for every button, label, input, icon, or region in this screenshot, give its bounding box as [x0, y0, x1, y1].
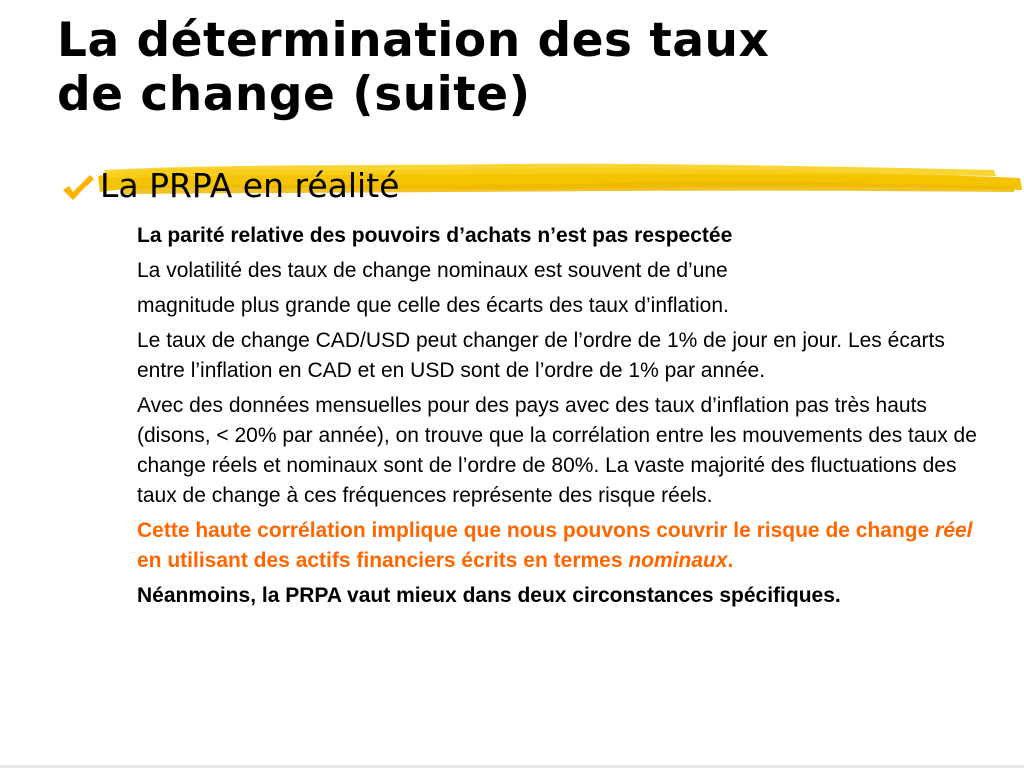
- correlation-text-1: Cette haute corrélation implique que nous pouvons couvrir le risque de change: [137, 519, 936, 542]
- paragraph-volatility-cont: [137, 291, 987, 321]
- slide-body: [137, 221, 987, 616]
- slide-title: [57, 14, 769, 122]
- paragraph-parity-not-respected: La parité relative des pouvoirs d’achats n’est pas respectée: [137, 224, 733, 247]
- paragraph-monthly-data: Avec des données mensuelles pour des pays avec des taux d’inflation pas très hauts (disons, < 20% par année), on trouve que la corrélation entre les mouvements des taux de change réels et nominaux sont de l’ordre de 80%. La vaste majorité des fluctuations des taux de change à ces fréquences représente des risque réels.: [137, 394, 977, 507]
- paragraph-volatility: [137, 256, 987, 286]
- paragraph-cad-usd: Le taux de change CAD/USD peut changer de l’ordre de 1% de jour en jour. Les écarts entre l’inflation en CAD et en USD sont de l’ordre de 1% par année.: [137, 329, 945, 382]
- paragraph-volatility-line-1: La volatilité des taux de change nominaux est souvent de d’une: [137, 259, 728, 282]
- slide-title-line-2: de change (suite): [57, 67, 531, 122]
- correlation-text-2: en utilisant des actifs financiers écrits en termes: [137, 549, 629, 572]
- pencil-check-icon: [60, 172, 96, 202]
- correlation-italic-real: réel: [935, 519, 973, 542]
- paragraph-nevertheless: Néanmoins, la PRPA vaut mieux dans deux circonstances spécifiques.: [137, 584, 841, 607]
- correlation-italic-nominal: nominaux: [628, 549, 728, 572]
- slide-title-line-1: La détermination des taux: [57, 13, 770, 68]
- bullet-heading: La PRPA en réalité: [100, 165, 400, 205]
- paragraph-volatility-line-2: magnitude plus grande que celle des écarts des taux d’inflation.: [137, 294, 729, 317]
- bullet-row: [60, 164, 399, 210]
- paragraph-correlation-implication: [137, 516, 987, 576]
- correlation-text-end: .: [727, 549, 734, 572]
